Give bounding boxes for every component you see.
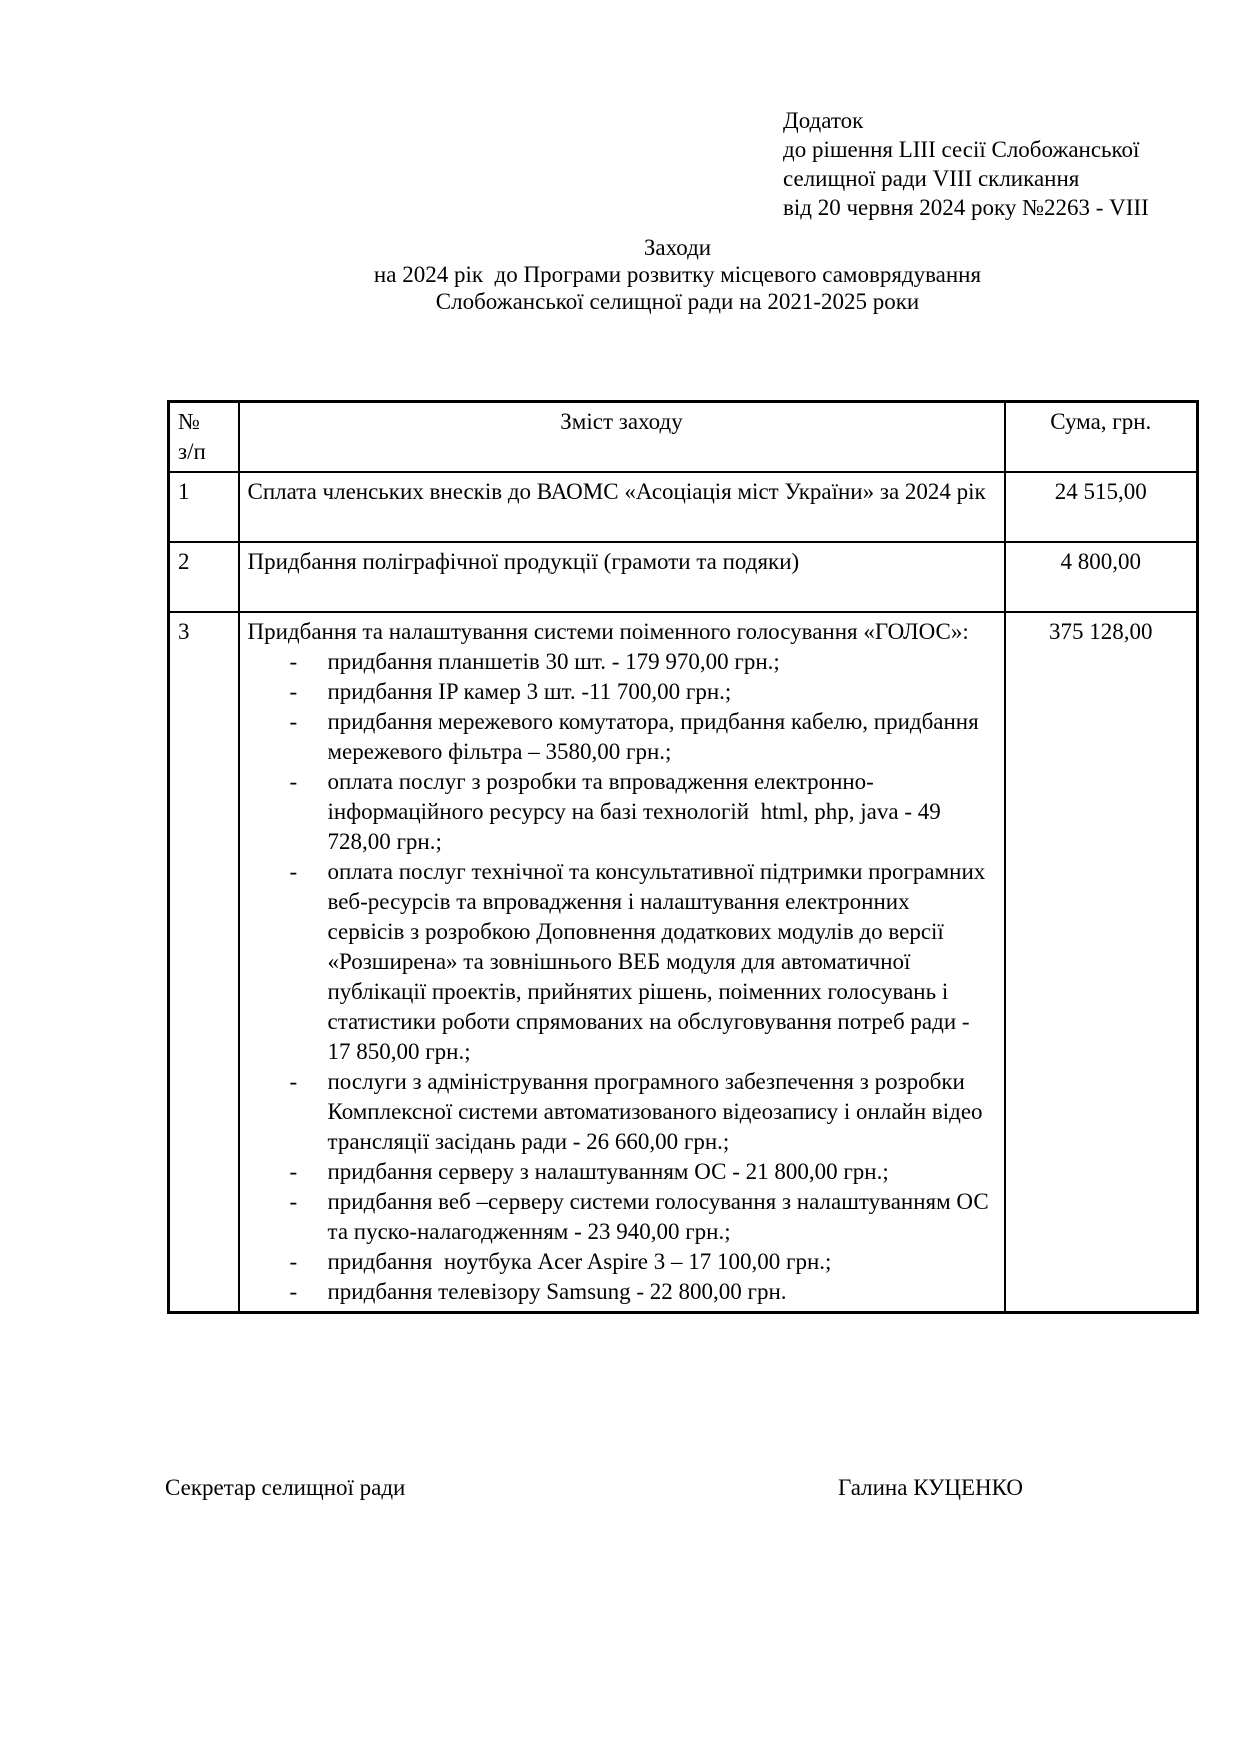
list-item	[248, 1067, 996, 1157]
appendix-line-2: до рішення LIII сесії Слобожанської	[783, 137, 1140, 162]
row2-sum: 4 800,00	[1005, 542, 1198, 612]
list-item-text: придбання планшетів 30 шт. - 179 970,00 грн.;	[327, 649, 780, 674]
list-item-marker: -	[289, 1189, 298, 1214]
title-line-1: Заходи	[643, 235, 712, 260]
header-num-line2: з/п	[178, 439, 206, 464]
list-item	[248, 1187, 996, 1247]
list-item	[248, 647, 996, 677]
list-item	[248, 857, 996, 1067]
list-item	[248, 767, 996, 857]
list-item-text: придбання ноутбука Acer Aspire 3 – 17 100,00 грн.;	[327, 1249, 832, 1274]
list-item	[248, 1157, 996, 1187]
measures-table	[167, 400, 1199, 1314]
list-item-marker: -	[289, 1069, 298, 1094]
title-line-3: Слобожанської селищної ради на 2021-2025 роки	[435, 289, 920, 314]
table-row	[169, 542, 1198, 612]
list-item-marker: -	[289, 709, 298, 734]
signature-title: Секретар селищної ради	[165, 1475, 406, 1500]
list-item-text: придбання мережевого комутатора, придбання кабелю, придбання мережевого фільтра – 3580,00 грн.;	[327, 709, 985, 764]
appendix-line-4: від 20 червня 2024 року №2263 - VIII	[783, 195, 1149, 220]
row3-content-heading: Придбання та налаштування системи поіменного голосування «ГОЛОС»:	[247, 619, 969, 644]
list-item-marker: -	[289, 1249, 298, 1274]
appendix-line-3: селищної ради VIII скликання	[783, 166, 1080, 191]
appendix-block	[783, 106, 1213, 222]
row2-num: 2	[169, 542, 239, 612]
list-item-text: придбання IP камер 3 шт. -11 700,00 грн.;	[327, 679, 732, 704]
title-line-2: на 2024 рік до Програми розвитку місцевого самоврядування	[373, 262, 982, 287]
list-item-text: оплата послуг технічної та консультативної підтримки програмних веб-ресурсів та впровадження і налаштування електронних сервісів з розробкою Доповнення додаткових модулів до версії «Розширена» та зовнішнього ВЕБ модуля для автоматичної публікації проектів, прийнятих рішень, поіменних голосувань і статистики роботи спрямованих на обслуговування потреб ради - 17 850,00 грн.;	[327, 859, 992, 1064]
header-cell-content: Зміст заходу	[239, 402, 1005, 473]
list-item-marker: -	[289, 1279, 298, 1304]
table-row	[169, 612, 1198, 1313]
document-title	[150, 234, 1205, 315]
row3-content	[239, 612, 1005, 1313]
list-item-marker: -	[289, 859, 298, 884]
appendix-line-1: Додаток	[783, 108, 864, 133]
table-row	[169, 472, 1198, 542]
list-item-text: придбання телевізору Samsung - 22 800,00 грн.	[327, 1279, 787, 1304]
list-item-text: придбання веб –серверу системи голосування з налаштуванням ОС та пуско-налагодженням - 23 940,00 грн.;	[327, 1189, 995, 1244]
header-num-line1: №	[178, 409, 200, 434]
list-item-marker: -	[289, 769, 298, 794]
row1-num: 1	[169, 472, 239, 542]
row3-sum: 375 128,00	[1005, 612, 1198, 1313]
header-cell-num	[169, 402, 239, 473]
list-item-marker: -	[289, 679, 298, 704]
list-item	[248, 1277, 996, 1307]
row2-content: Придбання поліграфічної продукції (грамоти та подяки)	[239, 542, 1005, 612]
row1-sum: 24 515,00	[1005, 472, 1198, 542]
signature-name: Галина КУЦЕНКО	[838, 1475, 1023, 1500]
row3-num: 3	[169, 612, 239, 1313]
list-item	[248, 677, 996, 707]
list-item-text: послуги з адміністрування програмного забезпечення з розробки Комплексної системи автоматизованого відеозапису і онлайн відео трансляції засідань ради - 26 660,00 грн.;	[327, 1069, 989, 1154]
table-header-row	[169, 402, 1198, 473]
list-item-marker: -	[289, 1159, 298, 1184]
row1-content: Сплата членських внесків до ВАОМС «Асоціація міст України» за 2024 рік	[239, 472, 1005, 542]
list-item-text: придбання серверу з налаштуванням ОС - 21 800,00 грн.;	[327, 1159, 889, 1184]
list-item	[248, 707, 996, 767]
list-item-text: оплата послуг з розробки та впровадження електронно-інформаційного ресурсу на базі технологій html, php, java - 49 728,00 грн.;	[327, 769, 947, 854]
list-item-marker: -	[289, 649, 298, 674]
header-cell-sum: Сума, грн.	[1005, 402, 1198, 473]
list-item	[248, 1247, 996, 1277]
